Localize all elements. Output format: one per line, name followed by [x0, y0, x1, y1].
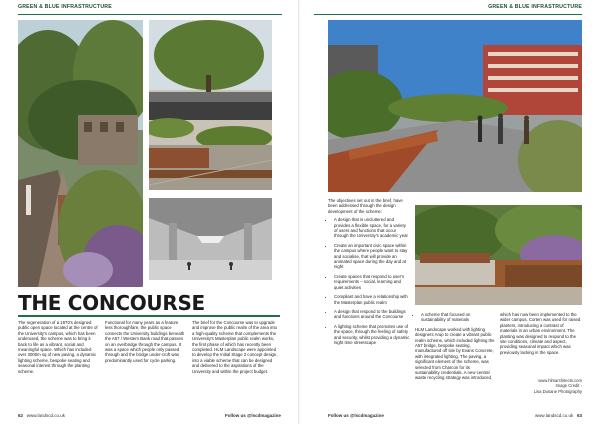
text-column-2 — [105, 320, 187, 366]
list-item: • A lighting scheme that promotes use of the space, through the feeling of safety and security, whilst providing a dynamic night time streetscape — [334, 324, 410, 346]
objectives-list-continued — [415, 312, 495, 323]
photo-concourse-people — [328, 20, 582, 192]
title-rule — [18, 315, 280, 317]
text-column-4 — [328, 198, 410, 349]
social-handle-right[interactable]: Follow us @lscdmagazine — [328, 413, 384, 418]
photo-bridge-undercroft — [149, 198, 272, 280]
page-number: 63 — [576, 413, 582, 418]
list-item: • Create an important civic space within the campus where people want to stay and socialise, that will provide an animated space during the day and at night — [334, 243, 410, 270]
image-credit — [500, 378, 582, 394]
text-column-1 — [18, 320, 100, 377]
text-column-6 — [500, 312, 582, 358]
section-header-left: GREEN & BLUE INFRASTRUCTURE — [18, 0, 282, 15]
paragraph: which has now been implemented to the wider campus. Corten was used for raised planters, introducing a contrast of materials in an urban environment. The planting was designed to respond to the site conditions, climate and aspect, providing seasonal impact which was previously lacking in the space. — [500, 312, 581, 355]
text-column-5 — [415, 312, 495, 384]
photo-concourse-canopy — [149, 20, 272, 190]
photo-bench-planters — [415, 205, 582, 305]
list-item: • Compliant and have a relationship with the Masterplan public realm — [334, 294, 410, 305]
section-header-right: GREEN & BLUE INFRASTRUCTURE — [314, 0, 582, 15]
list-item: • Create spaces that respond to user's requirements – social, learning and quiet activities — [334, 274, 410, 290]
paragraph: HLM Landscape worked with lighting designers Arup to create a vibrant public realm scheme, which included lighting the A57 bridge, bespoke seating, manufactured off site by Evans Concrete, with integrated lighting. The paving, a significant element of the scheme, was selected from Charcon for its sustainability credentials. A new central waste recycling strategy was introduced, — [415, 326, 495, 381]
credit-label: Image Credit - — [555, 383, 582, 389]
photo-garden-walkway — [18, 20, 143, 287]
social-handle-left[interactable]: Follow us @lscdmagazine — [225, 413, 281, 418]
page-number-left — [18, 413, 65, 418]
paragraph: The regeneration of a 1970's designed public open space located at the centre of the University's campus, which has been underused, the scheme was to bring it back to life as a vibrant, social and meaningful space. Which has included over 3000m sq of new paving, a dynamic lighting scheme, bespoke seating and seasonal interest through the planting scheme. — [18, 320, 98, 374]
objectives-intro: The objectives set out in the brief, have been addressed through the design development of the scheme: — [328, 198, 403, 214]
page-number: 62 — [18, 413, 24, 418]
website-link[interactable]: www.landscd.co.uk — [534, 413, 574, 418]
article-title: THE CONCOURSE — [18, 291, 205, 315]
objectives-list — [328, 217, 410, 345]
list-item: • A design that is uncluttered and provides a flexible space, for a variety of users and functions that occur through the University's academic year — [334, 217, 410, 239]
text-column-3 — [192, 320, 280, 377]
credit-website[interactable]: www.hlmarchitects.com — [538, 378, 582, 383]
list-item: • A scheme that focused on sustainability of materials — [421, 312, 495, 323]
list-item: • A design that respond to the buildings and functions around the Concourse — [334, 309, 410, 320]
credit-photographer: Lisa Dusane Photography — [533, 388, 582, 394]
website-link[interactable]: www.landscd.co.uk — [26, 413, 66, 418]
page-number-right — [535, 413, 582, 418]
paragraph: The brief for the Concourse was to upgrade and improve the public realm of the area into a high-quality scheme that complements the University's Masterplan public realm works, the first phase of which has recently been completed. HLM Landscape were appointed to develop the Initial Stage 2 concept design, into a viable scheme that can be designed and delivered to the aspirations of the University and within the project budget. — [192, 320, 278, 374]
paragraph: Functional for many years as a feature less thoroughfare, the public space connects the University buildings beneath the A57 / Western Bank road that passes on an overbridge through the campus. It was a space which people only passed through and the bridge under-croft was predominantly used for cycle parking. — [105, 320, 185, 363]
right-page — [300, 0, 600, 424]
